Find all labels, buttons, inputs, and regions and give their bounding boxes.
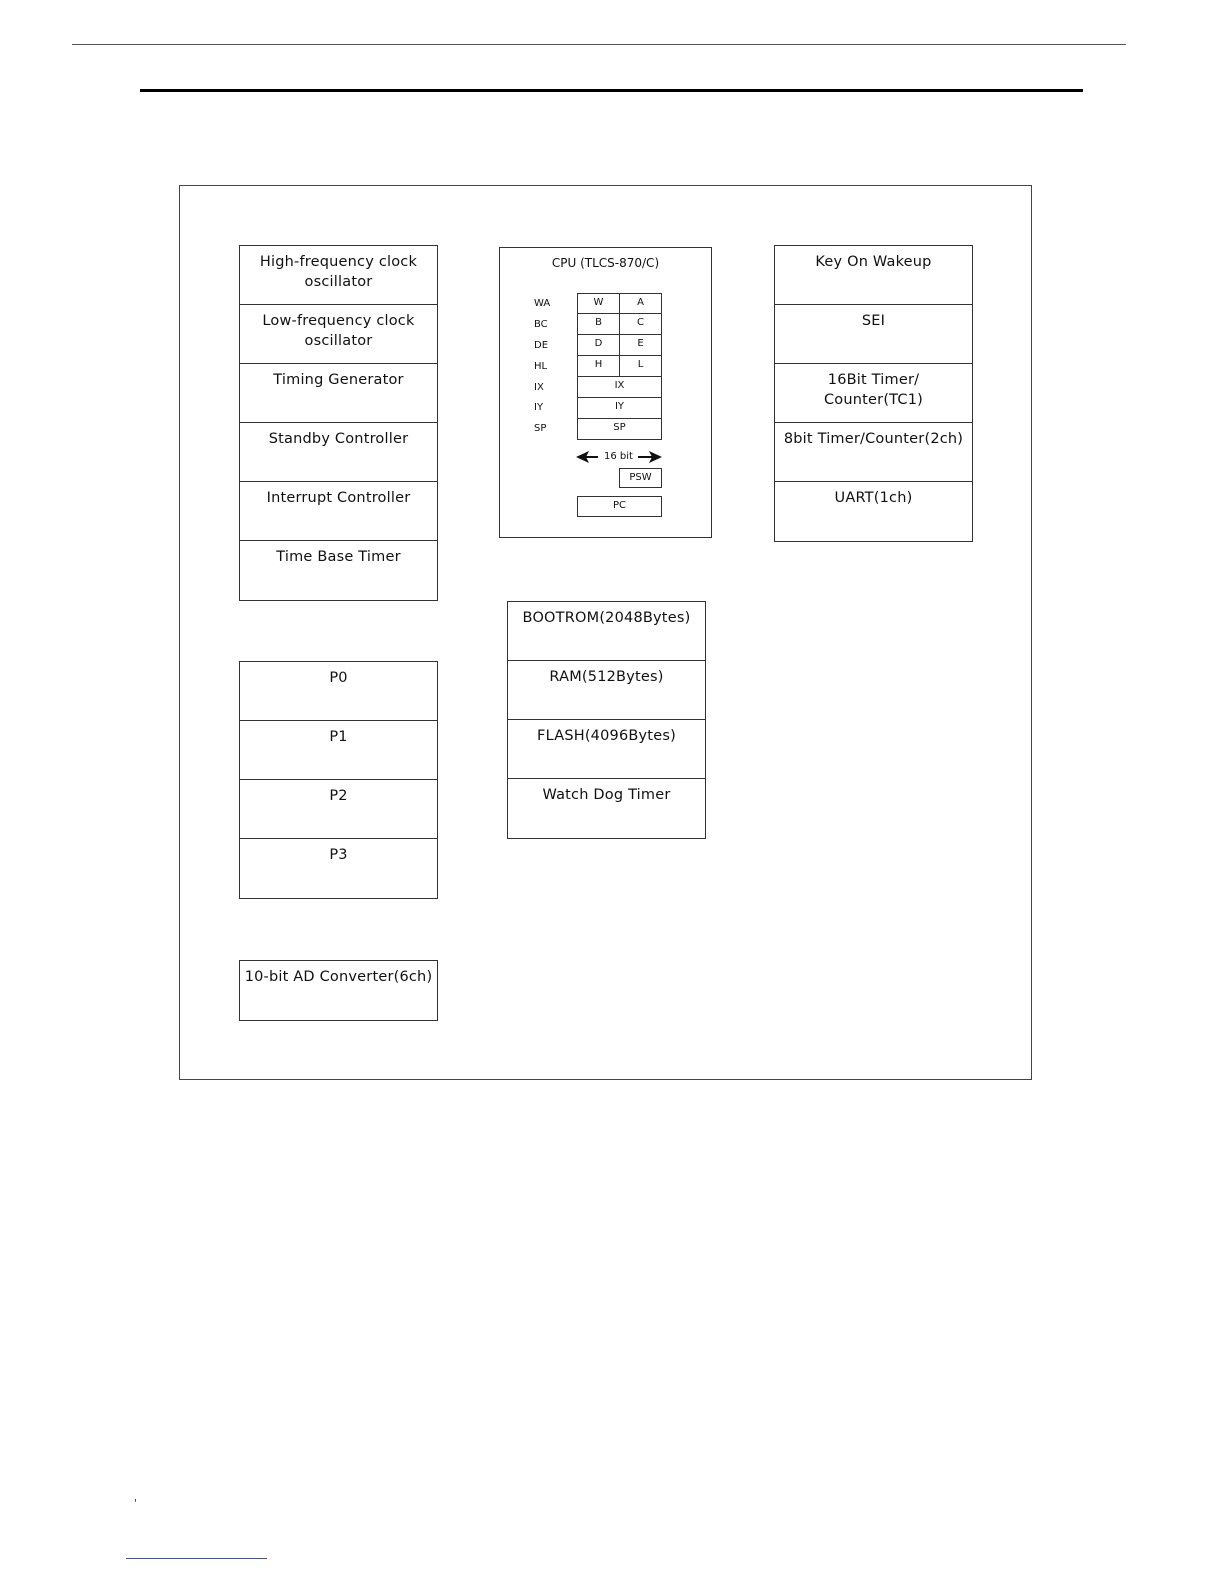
register-iy: IY: [577, 397, 662, 419]
memory-stack: [507, 601, 706, 839]
block-8bit-timer: 8bit Timer/Counter(2ch): [775, 423, 972, 482]
block-time-base-timer: Time Base Timer: [276, 549, 401, 565]
block-watchdog-timer: Watch Dog Timer: [542, 787, 671, 803]
clock-control-stack: [239, 245, 438, 601]
ports-stack: [239, 661, 438, 899]
register-e: E: [619, 334, 662, 356]
block-uart: UART(1ch): [834, 490, 913, 506]
block-bootrom: BOOTROM(2048Bytes): [508, 602, 705, 661]
block-port-p0: P0: [240, 662, 437, 721]
block-16bit-timer: 16Bit Timer/ Counter(TC1): [775, 364, 972, 423]
block-low-frequency-clock: Low-frequency clock oscillator: [240, 305, 437, 364]
block-ram: RAM(512Bytes): [508, 661, 705, 720]
register-w: W: [577, 293, 620, 314]
adc-stack: [239, 960, 438, 1021]
block-ad-converter: 10-bit AD Converter(6ch): [244, 969, 433, 985]
reg-pair-label-ix: IX: [534, 382, 544, 393]
register-ix: IX: [577, 376, 662, 398]
page-top-rule: [72, 44, 1126, 45]
register-c: C: [619, 313, 662, 335]
register-pc: PC: [577, 496, 662, 517]
reg-pair-label-sp: SP: [534, 423, 547, 434]
reg-pair-label-bc: BC: [534, 319, 548, 330]
block-standby-controller: Standby Controller: [240, 423, 437, 482]
reg-pair-label-de: DE: [534, 340, 549, 351]
register-d: D: [577, 334, 620, 356]
reg-pair-label-wa: WA: [534, 298, 551, 309]
register-l: L: [619, 355, 662, 377]
bottom-link-rule: [126, 1558, 267, 1559]
block-interrupt-controller: Interrupt Controller: [240, 482, 437, 541]
reg-pair-label-hl: HL: [534, 361, 548, 372]
reg-pair-label-iy: IY: [534, 402, 544, 413]
block-flash: FLASH(4096Bytes): [508, 720, 705, 779]
block-key-on-wakeup: Key On Wakeup: [775, 246, 972, 305]
block-port-p1: P1: [240, 721, 437, 780]
cpu-title: CPU (TLCS-870/C): [551, 256, 660, 270]
section-rule: [140, 89, 1083, 92]
peripherals-stack: [774, 245, 973, 542]
cpu-block: [499, 247, 712, 538]
register-a: A: [619, 293, 662, 314]
footnote-mark: ': [134, 1498, 137, 1509]
register-b: B: [577, 313, 620, 335]
block-sei: SEI: [775, 305, 972, 364]
register-h: H: [577, 355, 620, 377]
bit-width-label: 16 bit: [604, 451, 633, 462]
register-psw: PSW: [619, 468, 662, 488]
block-port-p3: P3: [329, 847, 348, 863]
block-timing-generator: Timing Generator: [240, 364, 437, 423]
block-port-p2: P2: [240, 780, 437, 839]
register-sp: SP: [577, 418, 662, 440]
block-high-frequency-clock: High-frequency clock oscillator: [240, 246, 437, 305]
